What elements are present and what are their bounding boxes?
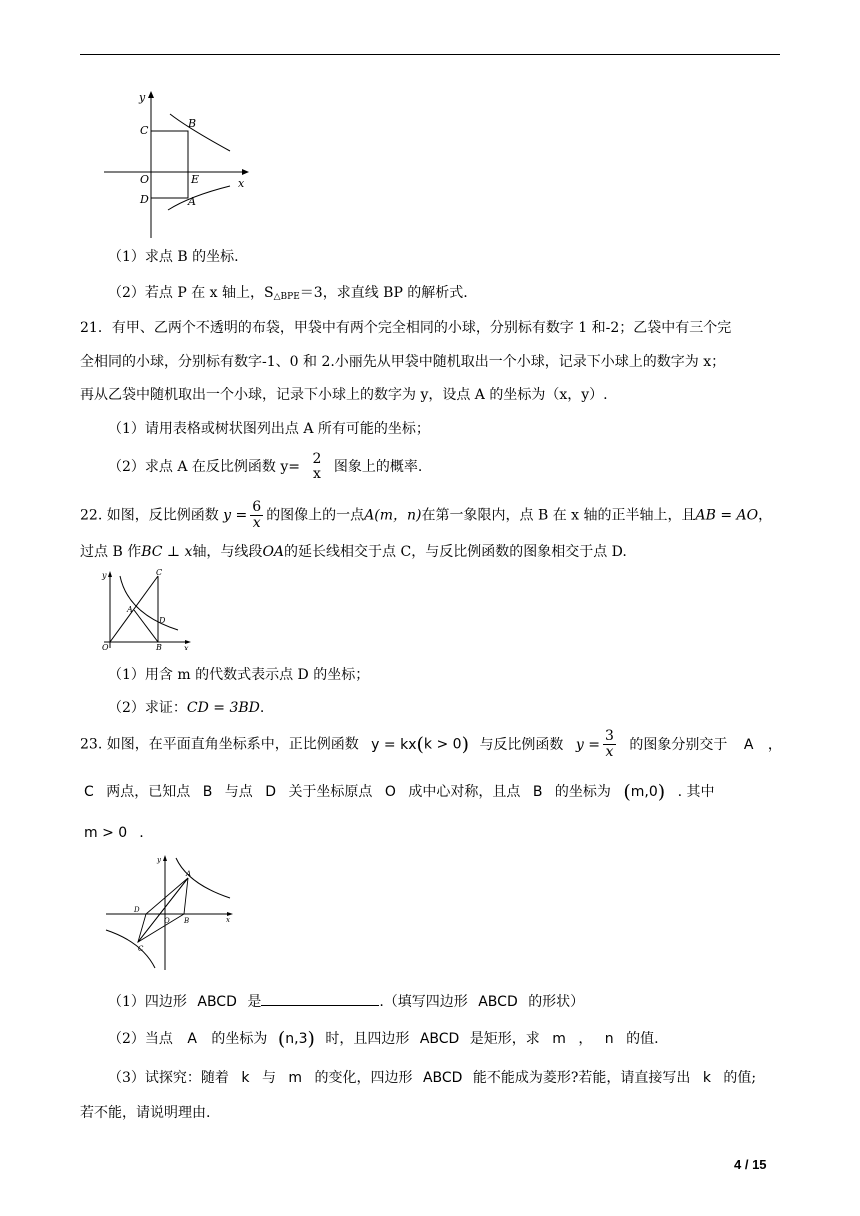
- fig23-label-c: C: [138, 945, 144, 953]
- q22-part1: （1）用含 m 的代数式表示点 D 的坐标；: [108, 667, 370, 683]
- q23-paren-close: ): [461, 733, 469, 756]
- q23-part1-quad2: ABCD: [478, 994, 518, 1010]
- q21-line2: 全相同的小球，分别标有数字-1、0 和 2.小丽先从甲袋中随机取出一个小球，记录下小球上的数字为 x；: [80, 354, 726, 370]
- q23-line1-text-a: 23. 如图，在平面直角坐标系中，正比例函数: [80, 736, 359, 753]
- fig20-label-b: B: [188, 117, 197, 130]
- q22-line2: [80, 542, 627, 562]
- q23-line2-text-g: . 其中: [677, 784, 715, 800]
- q22-line1: [80, 500, 772, 536]
- fig20-label-y: y: [139, 91, 146, 104]
- q22-line2-text-b: 轴，与线段: [192, 544, 263, 560]
- q23-point-c: C: [84, 784, 94, 800]
- q23-fraction-den: x: [605, 744, 614, 760]
- q23-m-condition: m > 0: [84, 825, 128, 841]
- q23-line3-period: .: [139, 825, 144, 841]
- q23-coordinate: m,0: [630, 784, 658, 800]
- q21-fraction: [310, 452, 323, 482]
- fig23-label-b: B: [184, 917, 190, 925]
- q23-part3-text-b: 与: [261, 1070, 276, 1086]
- q23-line1: [80, 729, 782, 769]
- q23-part1-text-c: .（填写四边形: [379, 994, 468, 1010]
- q22-perpendicular: BC ⊥ x: [141, 544, 193, 560]
- q23-point-o: O: [384, 784, 396, 800]
- q23-part3: [108, 1068, 756, 1088]
- q23-part2-text-d: 是矩形，求: [469, 1031, 540, 1047]
- fig23-label-d: D: [134, 906, 140, 914]
- q23-part1-text-a: （1）四边形: [108, 994, 187, 1010]
- q23-part1-text-d: 的形状）: [528, 994, 585, 1010]
- q23-line3: [84, 823, 144, 843]
- q23-point-d: D: [265, 784, 276, 800]
- q23-part2-coordinate: n,3: [285, 1031, 308, 1047]
- q23-part3-text-c: 的变化，四边形: [314, 1070, 413, 1086]
- q22-line1-text-d: ，: [758, 507, 773, 524]
- fig20-label-c: C: [140, 124, 149, 137]
- q22-condition: AB = AO: [695, 507, 759, 524]
- figure-q20: [100, 88, 260, 240]
- q20-part2-text-b: ＝3，求直线 BP 的解析式.: [299, 285, 468, 301]
- fig23-label-a: A: [186, 870, 192, 878]
- q22-part2: [108, 698, 264, 718]
- q23-line2-text-c: 与点: [224, 784, 253, 800]
- q23-part2-paren-close: ): [307, 1028, 315, 1050]
- q23-part2-comma: ，: [578, 1031, 593, 1047]
- q23-line1-text-c: 的图象分别交于: [629, 736, 728, 753]
- q21-part2-text-a: （2）求点 A 在反比例函数 y=: [108, 459, 301, 475]
- q20-part1: （1）求点 B 的坐标.: [108, 249, 239, 265]
- q22-line1-text-c: 在第一象限内，点 B 在 x 轴的正半轴上，且: [421, 507, 696, 524]
- q23-line2-text-d: 关于坐标原点: [288, 784, 373, 800]
- fig20-label-o: O: [140, 173, 150, 186]
- q22-line2-text-a: 过点 B 作: [80, 544, 142, 560]
- q21-line3: 再从乙袋中随机取出一个小球，记录下小球上的数字为 y，设点 A 的坐标为（x，y）.: [80, 387, 608, 403]
- q23-line1-text-d: ，: [767, 736, 782, 753]
- fig23-label-o: O: [164, 917, 170, 925]
- q23-coord-paren-open: (: [623, 781, 631, 803]
- q22-fraction-num: 6: [252, 499, 262, 515]
- q21-part1: （1）请用表格或树状图列出点 A 所有可能的坐标；: [108, 421, 430, 437]
- q20-part2-subscript: △BPE: [273, 292, 300, 302]
- q23-part2: [108, 1029, 659, 1049]
- q23-part2-paren-open: (: [277, 1028, 286, 1050]
- q23-fraction: [603, 729, 616, 760]
- fig23-label-y: y: [157, 856, 161, 864]
- page-number: 4 / 15: [734, 1157, 767, 1172]
- q21-fraction-den: x: [312, 466, 321, 482]
- q22-part2-equation: CD = 3BD: [186, 700, 260, 716]
- q23-part2-text-b: 的坐标为: [211, 1031, 268, 1047]
- q22-fraction-den: x: [252, 515, 261, 531]
- q23-paren-open: (: [416, 733, 424, 756]
- figure-q23: [100, 852, 240, 972]
- q23-line2: [80, 782, 715, 802]
- q23-point-b: B: [202, 784, 213, 800]
- q23-part3-text-e: 的值;: [723, 1070, 757, 1086]
- fig22-label-b: B: [156, 643, 162, 650]
- q23-line2-text-b: 两点，已知点: [106, 784, 191, 800]
- q23-part1-text-b: 是: [247, 994, 262, 1010]
- q23-condition1: k > 0: [423, 736, 462, 753]
- q23-fraction-num: 3: [604, 728, 614, 744]
- figure-q22: [98, 568, 194, 650]
- q22-line2-text-c: 的延长线相交于点 C，与反比例函数的图象相交于点 D.: [284, 544, 627, 560]
- q23-part3-k2: k: [702, 1070, 711, 1086]
- fig20-label-d: D: [140, 193, 149, 206]
- q23-part2-text-c: 时，且四边形: [325, 1031, 410, 1047]
- q23-part3-text-d: 能不能成为菱形?若能，请直接写出: [472, 1070, 691, 1086]
- q23-point-b2: B: [532, 784, 543, 800]
- q21-part2-text-b: 图象上的概率.: [333, 459, 423, 475]
- q21-part2: [108, 452, 422, 488]
- fig22-label-a: A: [127, 605, 133, 614]
- fig20-label-a: A: [188, 195, 196, 208]
- q23-answer-blank[interactable]: [261, 991, 379, 1006]
- q23-coord-paren-close: ): [657, 781, 666, 803]
- q21-line1: 21．有甲、乙两个不透明的布袋，甲袋中有两个完全相同的小球，分别标有数字 1 和-2；乙袋中有三个完: [80, 320, 732, 336]
- q22-equation-y: y =: [223, 507, 248, 524]
- q21-fraction-num: 2: [312, 451, 322, 467]
- q23-line1-text-b: 与反比例函数: [479, 736, 564, 753]
- q23-line2-text-f: 的坐标为: [554, 784, 611, 800]
- q23-part2-text-f: 的值.: [626, 1031, 659, 1047]
- fig20-label-e: E: [191, 173, 200, 186]
- fig22-label-x: x: [184, 644, 189, 650]
- fig20-label-x: x: [238, 177, 245, 190]
- q22-fraction: [250, 500, 263, 531]
- fig22-label-c: C: [156, 568, 163, 577]
- q23-equation1: y = kx: [371, 736, 417, 753]
- q22-line1-text-a: 22. 如图，反比例函数: [80, 507, 219, 524]
- fig22-label-o: O: [102, 643, 109, 650]
- q23-part2-quad: ABCD: [419, 1031, 460, 1047]
- q23-part2-text-a: （2）当点: [108, 1031, 173, 1047]
- q23-part2-point-a: A: [187, 1031, 197, 1047]
- q23-equation2-y: y =: [575, 736, 600, 753]
- q22-part2-text-b: .: [259, 700, 265, 716]
- q23-part2-n: n: [604, 1031, 614, 1047]
- fig22-label-y: y: [102, 571, 107, 580]
- q22-line1-text-b: 的图像上的一点: [266, 507, 365, 524]
- q23-part2-m: m: [552, 1031, 566, 1047]
- q23-part3-quad: ABCD: [422, 1070, 463, 1086]
- fig22-label-d: D: [159, 616, 166, 625]
- q23-part3-k: k: [241, 1070, 250, 1086]
- q20-part2-text-a: （2）若点 P 在 x 轴上，S: [108, 285, 274, 301]
- q23-part3-m: m: [288, 1070, 303, 1086]
- q23-part3-text-a: （3）试探究：随着: [108, 1070, 229, 1086]
- q20-part2: [108, 283, 468, 307]
- header-rule: [80, 54, 780, 55]
- q23-part1: [108, 991, 584, 1012]
- q23-point-a: A: [743, 736, 754, 753]
- q22-part2-text-a: （2）求证：: [108, 700, 187, 716]
- q23-line2-text-e: 成中心对称，且点: [408, 784, 521, 800]
- fig23-label-x: x: [226, 916, 230, 924]
- q22-point-a: A(m，n): [364, 507, 422, 524]
- q23-part1-quad: ABCD: [197, 994, 237, 1010]
- q22-segment: OA: [262, 544, 285, 560]
- q23-part3-line2: 若不能，请说明理由.: [80, 1105, 211, 1121]
